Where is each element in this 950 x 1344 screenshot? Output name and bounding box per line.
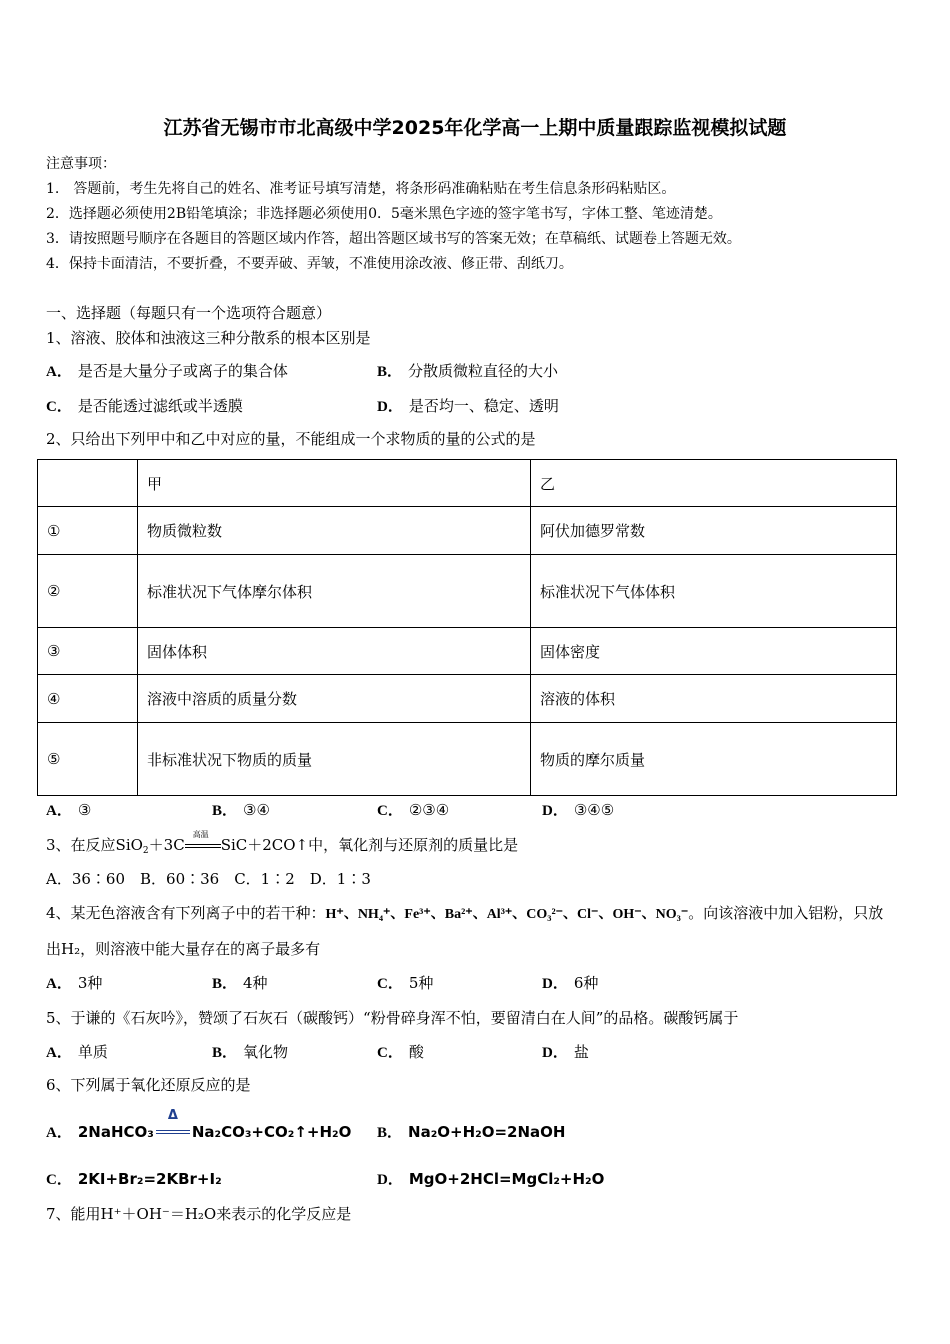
option-key: A． [46, 364, 72, 380]
option-key: B． [377, 364, 403, 380]
table-row [38, 628, 897, 675]
option-text: 4种 [243, 974, 268, 992]
reaction-condition-arrow [156, 1108, 190, 1140]
q6-option-c [46, 1168, 222, 1189]
q4-suffix: 。向该溶液中加入铝粉，只放 [688, 904, 884, 922]
option-key: B． [212, 803, 238, 819]
option-text: Na₂O+H₂O=2NaOH [408, 1123, 566, 1141]
q4-stem-line-2: 出H₂，则溶液中能大量存在的离子最多有 [46, 940, 321, 958]
option-key: C． [46, 399, 72, 415]
option-text: 是否能透过滤纸或半透膜 [77, 397, 243, 415]
option-text: 盐 [573, 1043, 589, 1061]
table-cell: ③ [38, 628, 138, 675]
table-row [38, 675, 897, 723]
option-key: D． [542, 1045, 568, 1061]
q1-stem: 1、溶液、胶体和浊液这三种分散系的根本区别是 [46, 329, 371, 347]
q6-stem: 6、下列属于氧化还原反应的是 [46, 1076, 251, 1094]
condition-label: Δ [167, 1108, 178, 1123]
notice-heading: 注意事项： [46, 156, 116, 172]
option-key: A． [46, 976, 72, 992]
option-text: 3种 [77, 974, 103, 992]
q7-stem: 7、能用H⁺＋OH⁻＝H₂O来表示的化学反应是 [46, 1205, 352, 1223]
option-text: ②③④ [408, 801, 450, 819]
q2-table [37, 459, 897, 796]
notice-item-1: 1. 答题前，考生先将自己的姓名、准考证号填写清楚，将条形码准确粘贴在考生信息条形码粘贴区。 [46, 181, 676, 197]
notice-item-2: 2．选择题必须使用2B铅笔填涂；非选择题必须使用0．5毫米黑色字迹的签字笔书写，字体工整、笔迹清楚。 [46, 206, 722, 222]
q4-stem-line-1 [46, 902, 883, 923]
q1-option-a [46, 360, 288, 381]
q4-option-a [46, 972, 102, 993]
section-heading: 一、选择题（每题只有一个选项符合题意） [46, 304, 332, 322]
q3-stem [46, 830, 519, 856]
table-cell: 固体体积 [138, 628, 531, 675]
table-cell: 标准状况下气体摩尔体积 [138, 555, 531, 628]
q3-prefix: 3、在反应SiO [46, 836, 143, 854]
equation-right: Na₂CO₃+CO₂↑+H₂O [191, 1123, 352, 1141]
q5-option-b [212, 1041, 288, 1062]
option-key: C． [377, 803, 403, 819]
q4-option-c [377, 972, 433, 993]
q5-option-a [46, 1041, 108, 1062]
option-text: ③④⑤ [573, 801, 615, 819]
option-text: 6种 [573, 974, 599, 992]
option-key: A． [46, 1045, 72, 1061]
table-row [38, 507, 897, 555]
table-cell: 非标准状况下物质的质量 [138, 723, 531, 796]
option-key: A． [46, 1125, 72, 1141]
option-key: B． [377, 1125, 403, 1141]
q2-option-d [542, 799, 614, 820]
q2-option-c [377, 799, 449, 820]
table-cell: ② [38, 555, 138, 628]
option-text: 分散质微粒直径的大小 [408, 362, 559, 380]
option-text: 酸 [408, 1043, 424, 1061]
option-text: 单质 [77, 1043, 108, 1061]
option-key: D． [542, 803, 568, 819]
q4-ions: H⁺、NH₄⁺、Fe³⁺、Ba²⁺、Al³⁺、CO₃²⁻、Cl⁻、OH⁻、NO₃⁻ [325, 907, 689, 922]
reaction-condition-arrow [185, 830, 221, 853]
q3-suffix: SiC＋2CO↑中，氧化剂与还原剂的质量比是 [220, 836, 519, 854]
table-header-row [38, 460, 897, 507]
q5-stem: 5、于谦的《石灰吟》，赞颂了石灰石（碳酸钙）“粉骨碎身浑不怕，要留清白在人间”的品格。碳酸钙属于 [46, 1009, 739, 1027]
table-cell: 溶液中溶质的质量分数 [138, 675, 531, 723]
table-row [38, 723, 897, 796]
option-text: 5种 [408, 974, 434, 992]
q6-option-b [377, 1121, 565, 1142]
equation-left: 2NaHCO₃ [77, 1123, 154, 1141]
table-header-cell [38, 460, 138, 507]
table-cell: ④ [38, 675, 138, 723]
table-cell: 标准状况下气体体积 [531, 555, 897, 628]
table-cell: 固体密度 [531, 628, 897, 675]
option-text: ③④ [243, 801, 270, 819]
table-cell: ① [38, 507, 138, 555]
option-key: D． [377, 399, 403, 415]
option-text: ③ [77, 801, 92, 819]
q5-option-d [542, 1041, 589, 1062]
option-key: B． [212, 976, 238, 992]
condition-label: 高温 [192, 830, 209, 839]
table-cell: 物质的摩尔质量 [531, 723, 897, 796]
option-text: 是否是大量分子或离子的集合体 [77, 362, 288, 380]
option-key: A． [46, 803, 72, 819]
option-key: D． [377, 1172, 403, 1188]
q2-option-b [212, 799, 270, 820]
table-cell: 物质微粒数 [138, 507, 531, 555]
option-text: 2KI+Br₂=2KBr+I₂ [77, 1170, 222, 1188]
table-header-cell: 乙 [531, 460, 897, 507]
table-cell: ⑤ [38, 723, 138, 796]
notice-item-3: 3．请按照题号顺序在各题目的答题区域内作答，超出答题区域书写的答案无效；在草稿纸、试题卷上答题无效。 [46, 231, 741, 247]
option-key: C． [377, 976, 403, 992]
table-cell: 溶液的体积 [531, 675, 897, 723]
q4-option-d [542, 972, 598, 993]
q1-option-c [46, 395, 243, 416]
q2-option-a [46, 799, 91, 820]
q3-mid: ＋3C [148, 836, 185, 854]
option-text: MgO+2HCl=MgCl₂+H₂O [408, 1170, 605, 1188]
option-key: B． [212, 1045, 238, 1061]
q1-option-b [377, 360, 558, 381]
q2-stem: 2、只给出下列甲中和乙中对应的量，不能组成一个求物质的量的公式的是 [46, 430, 536, 448]
notice-item-4: 4．保持卡面清洁，不要折叠，不要弄破、弄皱，不准使用涂改液、修正带、刮纸刀。 [46, 256, 573, 272]
q6-option-a [46, 1108, 352, 1142]
table-row [38, 555, 897, 628]
q6-option-d [377, 1168, 604, 1189]
q4-option-b [212, 972, 268, 993]
q4-prefix: 4、某无色溶液含有下列离子中的若干种： [46, 904, 326, 922]
option-key: D． [542, 976, 568, 992]
q5-option-c [377, 1041, 424, 1062]
q1-option-d [377, 395, 559, 416]
q3-options: A．36∶60 B．60∶36 C．1∶2 D．1∶3 [46, 870, 371, 888]
option-key: C． [377, 1045, 403, 1061]
q3-subscript: 2 [142, 846, 149, 856]
option-text: 是否均一、稳定、透明 [408, 397, 559, 415]
option-key: C． [46, 1172, 72, 1188]
table-header-cell: 甲 [138, 460, 531, 507]
page-title: 江苏省无锡市市北高级中学2025年化学高一上期中质量跟踪监视模拟试题 [163, 117, 787, 139]
option-text: 氧化物 [243, 1043, 289, 1061]
table-cell: 阿伏加德罗常数 [531, 507, 897, 555]
